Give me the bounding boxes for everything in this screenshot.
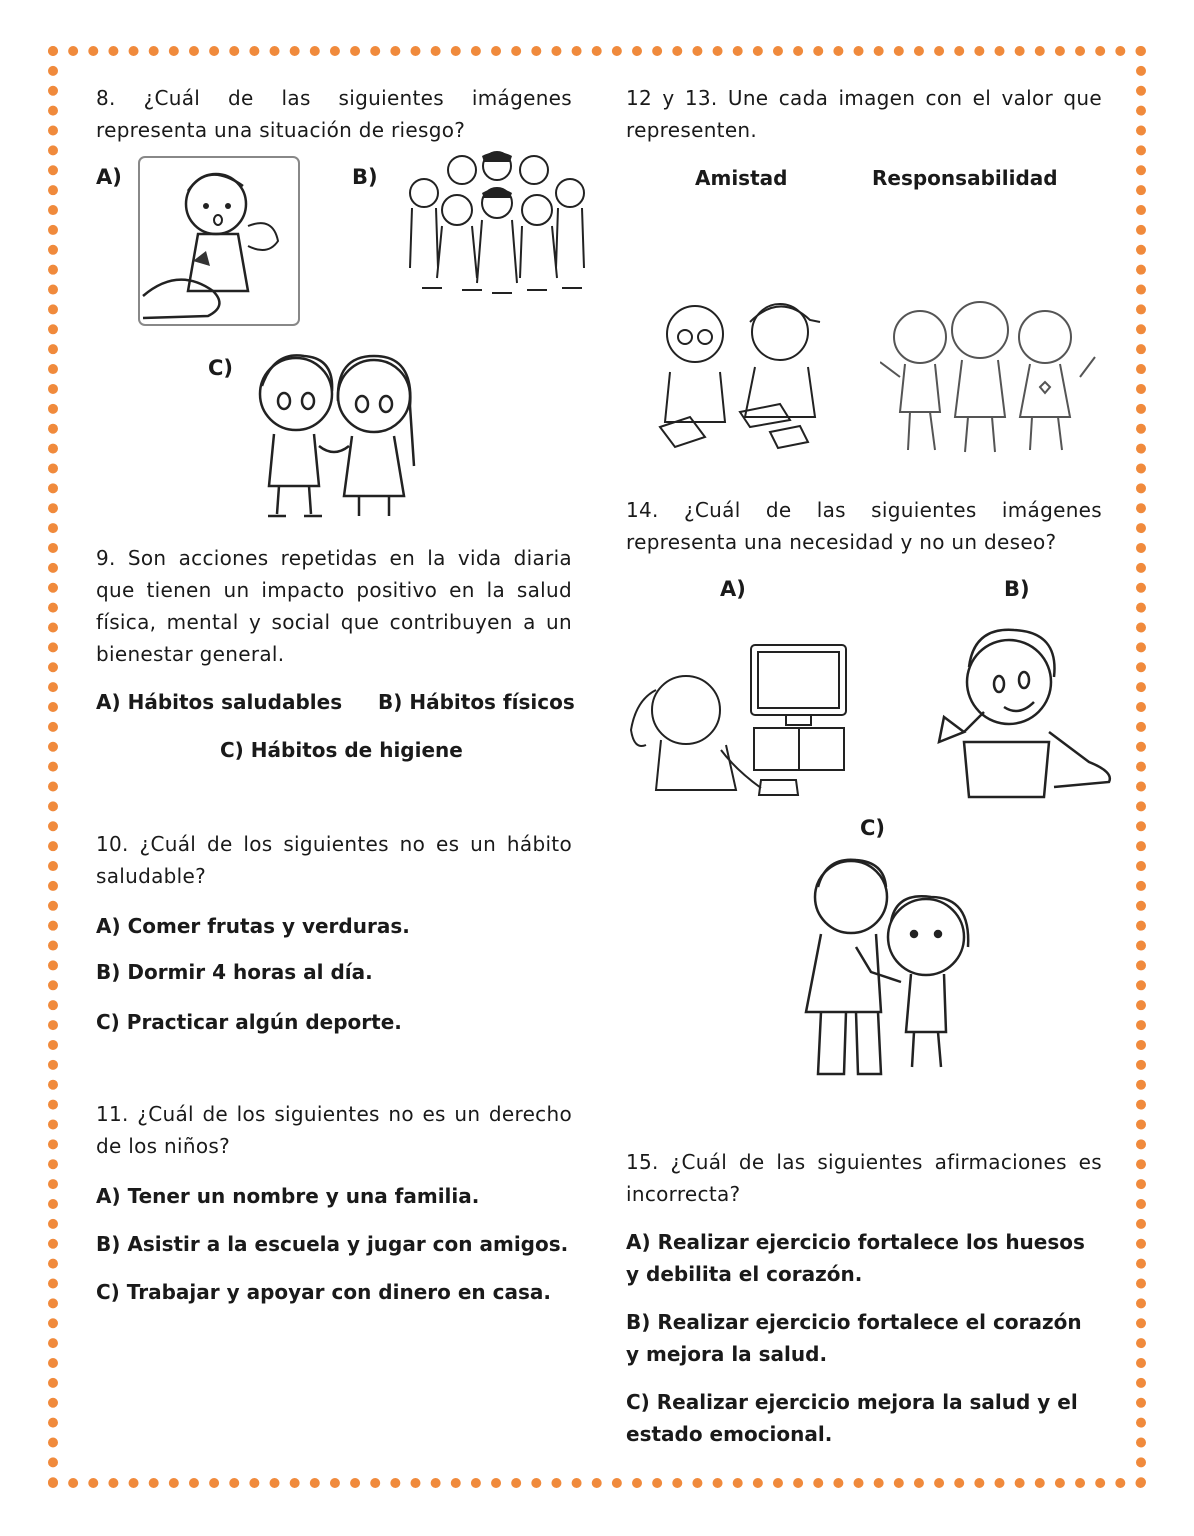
q9-option-a: A) Hábitos saludables [96,690,343,714]
q12-image-friends-holding-hands [880,292,1100,457]
question-10: 10. ¿Cuál de los siguientes no es un hábito saludable? [96,832,572,888]
question-12-13: 12 y 13. Une cada imagen con el valor que representen. [626,86,1102,142]
question-11: 11. ¿Cuál de los siguientes no es un derecho de los niños? [96,1102,572,1158]
q10-option-b: B) Dormir 4 horas al día. [96,960,373,984]
q14-image-a-videogame [626,640,856,802]
q15-option-b: B) Realizar ejercicio fortalece el corazón y mejora la salud. [626,1310,1082,1366]
q15-option-a: A) Realizar ejercicio fortalece los huesos y debilita el corazón. [626,1230,1085,1286]
q8-image-c-kids-handshake [244,346,424,522]
q14-image-c-father-and-child [796,852,982,1084]
q14-option-c-label: C) [860,816,886,840]
value-friendship: Amistad [695,166,788,190]
q14-image-b-gift [914,622,1120,804]
q8-option-c-label: C) [208,356,234,380]
q9-option-c: C) Hábitos de higiene [220,738,463,762]
q9-option-b: B) Hábitos físicos [378,690,575,714]
question-8: 8. ¿Cuál de las siguientes imágenes representa una situación de riesgo? [96,86,572,142]
q10-option-c: C) Practicar algún deporte. [96,1010,402,1034]
q8-image-a-risk [138,156,300,326]
q14-option-b-label: B) [1004,577,1030,601]
value-responsibility: Responsabilidad [872,166,1058,190]
question-15: 15. ¿Cuál de las siguientes afirmaciones es incorrecta? [626,1150,1102,1206]
q11-option-a: A) Tener un nombre y una familia. [96,1184,480,1208]
q12-image-kids-studying [650,292,830,452]
q11-option-c: C) Trabajar y apoyar con dinero en casa. [96,1280,551,1304]
q14-option-a-label: A) [720,577,746,601]
q11-option-b: B) Asistir a la escuela y jugar con amigos. [96,1232,569,1256]
q8-option-a-label: A) [96,165,122,189]
question-9: 9. Son acciones repetidas en la vida diaria que tienen un impacto positivo en la salud física, mental y social que contribuyen a un bienestar general. [96,546,572,666]
question-14: 14. ¿Cuál de las siguientes imágenes representa una necesidad y no un deseo? [626,498,1102,554]
q10-option-a: A) Comer frutas y verduras. [96,914,410,938]
q8-option-b-label: B) [352,165,378,189]
q8-image-b-group-of-kids [402,148,592,298]
q15-option-c: C) Realizar ejercicio mejora la salud y el estado emocional. [626,1390,1078,1446]
